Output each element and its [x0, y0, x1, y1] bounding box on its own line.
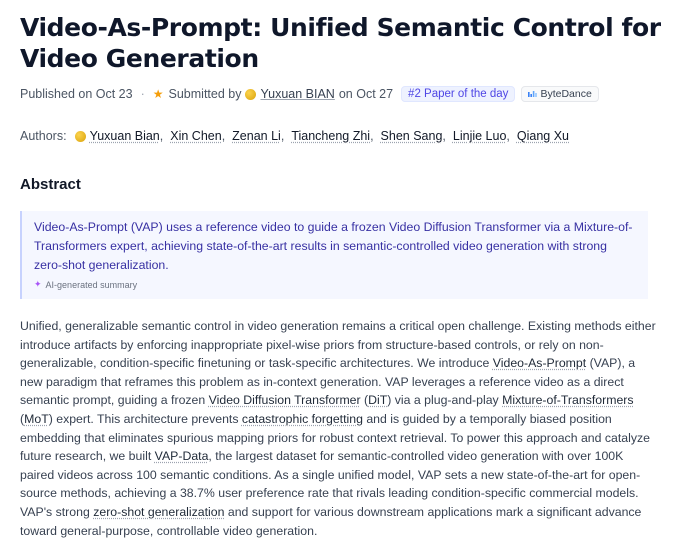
- author-link[interactable]: Tiancheng Zhi: [291, 129, 371, 143]
- ai-summary-note: [34, 279, 636, 290]
- star-icon: ★: [152, 87, 164, 101]
- term-link[interactable]: catastrophic forgetting: [241, 411, 363, 426]
- author-link[interactable]: Zenan Li: [232, 129, 281, 143]
- abstract-body: [20, 317, 656, 540]
- author-link[interactable]: Qiang Xu: [516, 129, 570, 143]
- author-link[interactable]: Xin Chen: [170, 129, 222, 143]
- abstract-heading: Abstract: [20, 176, 81, 193]
- abstract-text: (: [20, 411, 25, 426]
- term-link[interactable]: VAP-Data: [154, 449, 209, 464]
- authors-row: Authors: Yuxuan Bian , Xin Chen , Zenan Li , Tiancheng Zhi , Shen Sang , Linjie Luo , Qiang Xu: [20, 129, 570, 143]
- term-link[interactable]: Video-As-Prompt: [492, 356, 587, 371]
- ai-summary-text: Video-As-Prompt (VAP) uses a reference video to guide a frozen Video Diffusion Transformer via a Mixture-of-Transformers expert, achieving state-of-the-art results in semantic-controlled video generation with strong zero-shot generalization.: [34, 220, 633, 272]
- abstract-text: and is guided by a temporally biased position embedding that eliminates spurious mapping priors for robust context retrieval. To power this approach and catalyze future research, we built: [20, 411, 650, 464]
- org-badge[interactable]: [521, 86, 598, 102]
- ai-summary-box: [20, 211, 648, 299]
- paper-meta: [20, 84, 599, 104]
- abstract-text: Unified, generalizable semantic control in video generation remains a critical open challenge. Existing methods either introduce artifacts by enforcing inappropriate pixel-wise priors from structure-based controls, or rely on non-generalizable, condition-specific finetuning or task-specific architectures. We introduce: [20, 319, 656, 371]
- author-link[interactable]: Yuxuan Bian: [89, 129, 160, 143]
- abstract-text: ) expert. This architecture prevents: [48, 411, 242, 426]
- submitter-link[interactable]: Yuxuan BIAN: [260, 87, 335, 101]
- org-name: ByteDance: [540, 88, 592, 100]
- abstract-text: and support for various downstream applications mark a significant advance toward general-purpose, controllable video generation.: [20, 504, 642, 538]
- submitted-date: on Oct 27: [338, 87, 394, 101]
- meta-separator: ·: [140, 87, 145, 101]
- author-avatar-icon[interactable]: [75, 131, 86, 142]
- ai-summary-label: AI-generated summary: [45, 279, 138, 290]
- term-link[interactable]: zero-shot generalization: [93, 504, 225, 519]
- submitter-avatar-icon[interactable]: [245, 89, 256, 100]
- submitted-label: Submitted by: [168, 87, 242, 101]
- published-date: Published on Oct 23: [20, 87, 133, 101]
- abstract-text: ) via a plug-and-play: [387, 393, 503, 408]
- term-link[interactable]: Video Diffusion Transformer: [208, 393, 361, 408]
- abstract-text: (: [360, 393, 369, 408]
- authors-label: Authors:: [20, 129, 67, 143]
- term-link[interactable]: DiT: [368, 393, 388, 408]
- paper-title: Video-As-Prompt: Unified Semantic Control for Video Generation: [20, 13, 661, 73]
- author-link[interactable]: Linjie Luo: [452, 129, 507, 143]
- term-link[interactable]: MoT: [24, 411, 49, 426]
- abstract-text: , the largest dataset for semantic-controlled video generation with over 100K paired videos across 100 semantic conditions. As a single unified model, VAP sets a new state-of-the-art for open-source methods, achieving a 38.7% user preference rate that rivals leading condition-specific commercial models. VAP's strong: [20, 449, 641, 519]
- paper-of-the-day-badge[interactable]: #2 Paper of the day: [401, 86, 515, 102]
- bytedance-logo-icon: [528, 90, 537, 98]
- sparkle-icon: ✦: [34, 279, 42, 289]
- author-link[interactable]: Shen Sang: [380, 129, 443, 143]
- term-link[interactable]: Mixture-of-Transformers: [502, 393, 634, 408]
- abstract-text: (VAP), a new paradigm that reframes this problem as in-context generation. VAP leverages a reference video as a direct semantic prompt, guiding a frozen: [20, 356, 636, 408]
